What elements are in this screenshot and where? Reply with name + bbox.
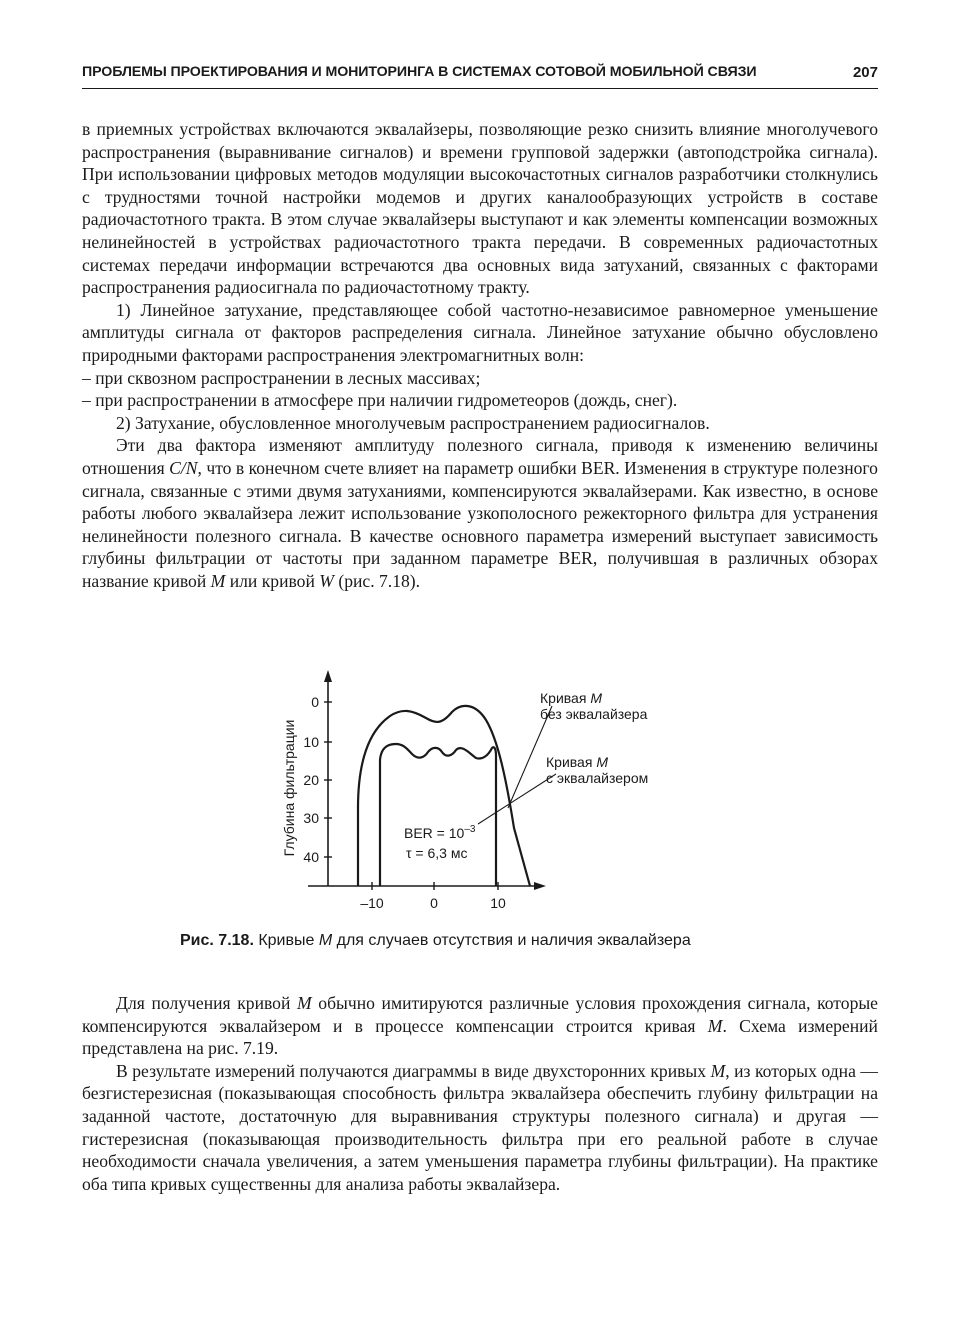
y-tick-label-0: 0 (311, 694, 319, 710)
m-curve-diagram (180, 668, 780, 928)
body-text-bottom (82, 992, 878, 1195)
paragraph-3: 2) Затухание, обусловленное многолучевым распространением радиосигналов. (116, 412, 710, 433)
figure-7-18 (180, 668, 780, 968)
figure-caption: Рис. 7.18. Кривые M для случаев отсутствия и наличия эквалайзера (180, 932, 691, 949)
paragraph-5: Для получения кривой M обычно имитируются различные условия прохождения сигнала, которые компенсируются эквалайзером и в процессе компенсации строится кривая M. Схема измерений представлена на рис. 7.19. (82, 993, 878, 1059)
y-axis-arrow (324, 670, 332, 682)
bullet-item-2: – при распространении в атмосфере при наличии гидрометеоров (дождь, снег). (82, 390, 678, 411)
tau-annotation: τ = 6,3 мс (406, 845, 468, 861)
ber-annotation: BER = $10^{-3}$ (404, 824, 476, 841)
bullet-item-1: – при сквозном распространении в лесных массивах; (82, 367, 481, 388)
y-tick-label-30: 30 (303, 810, 319, 826)
leader-line-inner (478, 774, 556, 824)
page-header (82, 60, 878, 89)
label-with-equalizer-line1: Кривая M (546, 754, 608, 770)
y-axis-label: Глубина фильтрации (281, 719, 297, 857)
page-number: 207 (852, 64, 878, 81)
label-without-equalizer-line1: Кривая M (540, 690, 602, 706)
x-tick-label-10: 10 (490, 895, 506, 911)
m-curve-with-equalizer (380, 744, 496, 886)
x-tick-label-minus10: –10 (360, 895, 384, 911)
paragraph-6: В результате измерений получаются диаграммы в виде двухсторонних кривых M, из которых одна — безгистерезисная (показывающая способность фильтра эквалайзера обеспечить глубину фильтрации на заданной частоте, достаточную для выравнивания структуры полезного сигнала) и другая — гистерезисная (показывающая производительность фильтра при его реальной работе в случае необходимости сначала увеличения, а затем уменьшения параметра глубины фильтрации). На практике оба типа кривых существенны для анализа работы эквалайзера. (82, 1060, 878, 1194)
y-tick-label-10: 10 (303, 734, 319, 750)
paragraph-4: Эти два фактора изменяют амплитуду полезного сигнала, приводя к изменению величины отношения C/N, что в конечном счете влияет на параметр ошибки BER. Изменения в структуре полезного сигнала, связанные с этими двумя затуханиями, компенсируются эквалайзерами. Как известно, в основе работы любого эквалайзера лежит использование узкополосного режекторного фильтра для устранения нелинейности полезного сигнала. В качестве основного параметра измерений выступает зависимость глубины фильтрации от частоты при заданном параметре BER, получившая в различных обзорах название кривой M или кривой W (рис. 7.18). (82, 435, 878, 591)
running-head: ПРОБЛЕМЫ ПРОЕКТИРОВАНИЯ И МОНИТОРИНГА В СИСТЕМАХ СОТОВОЙ МОБИЛЬНОЙ СВЯЗИ (82, 64, 757, 80)
y-tick-label-20: 20 (303, 772, 319, 788)
paragraph-2: 1) Линейное затухание, представляющее собой частотно-независимое равномерное уменьшение амплитуды сигнала от факторов распределения сигнала. Линейное затухание обычно обусловлено природными факторами распространения электромагнитных волн: (82, 299, 878, 365)
y-tick-label-40: 40 (303, 849, 319, 865)
x-axis-arrow (534, 882, 546, 890)
body-text-top (82, 118, 878, 592)
label-with-equalizer-line2: с эквалайзером (546, 770, 649, 786)
x-tick-label-0: 0 (430, 895, 438, 911)
label-without-equalizer-line2: без эквалайзера (540, 706, 648, 722)
paragraph-1: в приемных устройствах включаются эквалайзеры, позволяющие резко снизить влияние многолучевого распространения (выравнивание сигналов) и времени групповой задержки (автоподстройка сигнала). При использовании цифровых методов модуляции высокочастотных сигналов разработчики столкнулись с трудностями точной настройки модемов и других каналообразующих устройств в составе радиочастотного тракта. В этом случае эквалайзеры выступают и как элементы компенсации возможных нелинейностей в устройствах радиочастотного тракта передачи. В современных радиочастотных системах передачи информации встречаются два основных вида затуханий, связанных с факторами распространения радиосигнала по радиочастотному тракту. (82, 119, 878, 298)
